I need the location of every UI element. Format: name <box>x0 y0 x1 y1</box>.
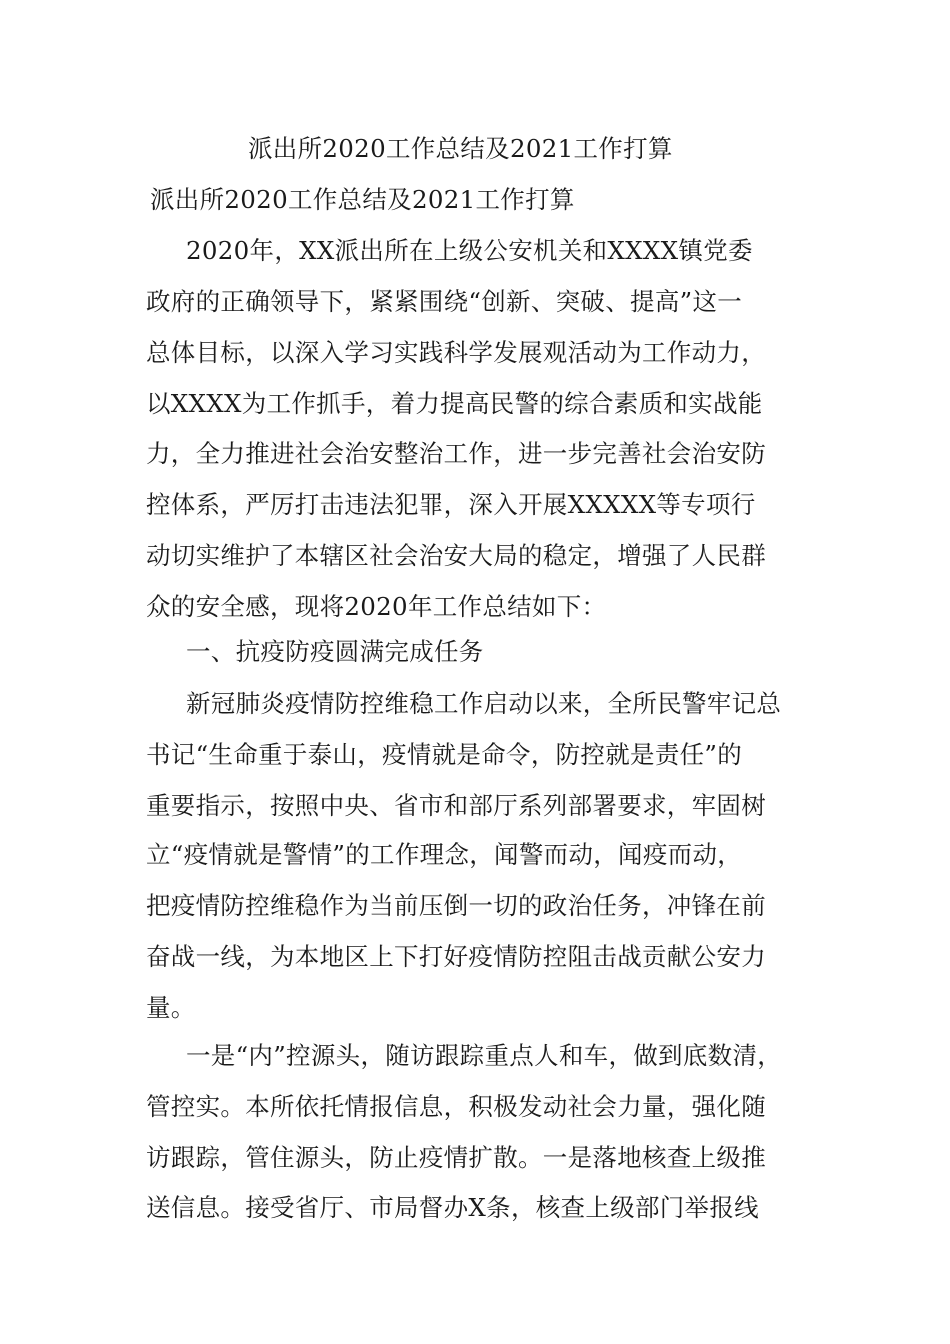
section-line: 奋战一线，为本地区上下打好疫情防控阻击战贡献公安力 <box>146 942 766 971</box>
intro-line: 总体目标，以深入学习实践科学发展观活动为工作动力， <box>146 338 766 367</box>
paragraph-line: 送信息。接受省厅、市局督办X条，核查上级部门举报线 <box>146 1193 759 1222</box>
intro-line: 众的安全感，现将2020年工作总结如下： <box>146 592 607 621</box>
intro-line: 力，全力推进社会治安整治工作，进一步完善社会治安防 <box>146 439 766 468</box>
section-line: 把疫情防控维稳作为当前压倒一切的政治任务，冲锋在前 <box>146 891 766 920</box>
section-line: 立“疫情就是警情”的工作理念，闻警而动，闻疫而动， <box>146 840 743 869</box>
section-heading: 一、抗疫防疫圆满完成任务 <box>186 637 484 666</box>
paragraph-line: 访跟踪，管住源头，防止疫情扩散。一是落地核查上级推 <box>146 1143 766 1172</box>
paragraph-line: 一是“内”控源头，随访跟踪重点人和车，做到底数清， <box>186 1041 783 1070</box>
section-line: 量。 <box>146 993 196 1022</box>
intro-line: 以XXXX为工作抓手，着力提高民警的综合素质和实战能 <box>146 389 763 418</box>
section-line: 重要指示，按照中央、省市和部厅系列部署要求，牢固树 <box>146 791 766 820</box>
intro-line: 2020年，XX派出所在上级公安机关和XXXX镇党委 <box>186 236 753 265</box>
intro-line: 政府的正确领导下，紧紧围绕“创新、突破、提高”这一 <box>146 287 743 316</box>
section-line: 书记“生命重于泰山，疫情就是命令，防控就是责任”的 <box>146 740 743 769</box>
intro-line: 动切实维护了本辖区社会治安大局的稳定，增强了人民群 <box>146 541 766 570</box>
paragraph-line: 管控实。本所依托情报信息，积极发动社会力量，强化随 <box>146 1092 766 1121</box>
section-line: 新冠肺炎疫情防控维稳工作启动以来，全所民警牢记总 <box>186 689 782 718</box>
document-subtitle: 派出所2020工作总结及2021工作打算 <box>150 185 575 214</box>
intro-line: 控体系，严厉打击违法犯罪，深入开展XXXXX等专项行 <box>146 490 756 519</box>
document-title: 派出所2020工作总结及2021工作打算 <box>248 134 673 163</box>
